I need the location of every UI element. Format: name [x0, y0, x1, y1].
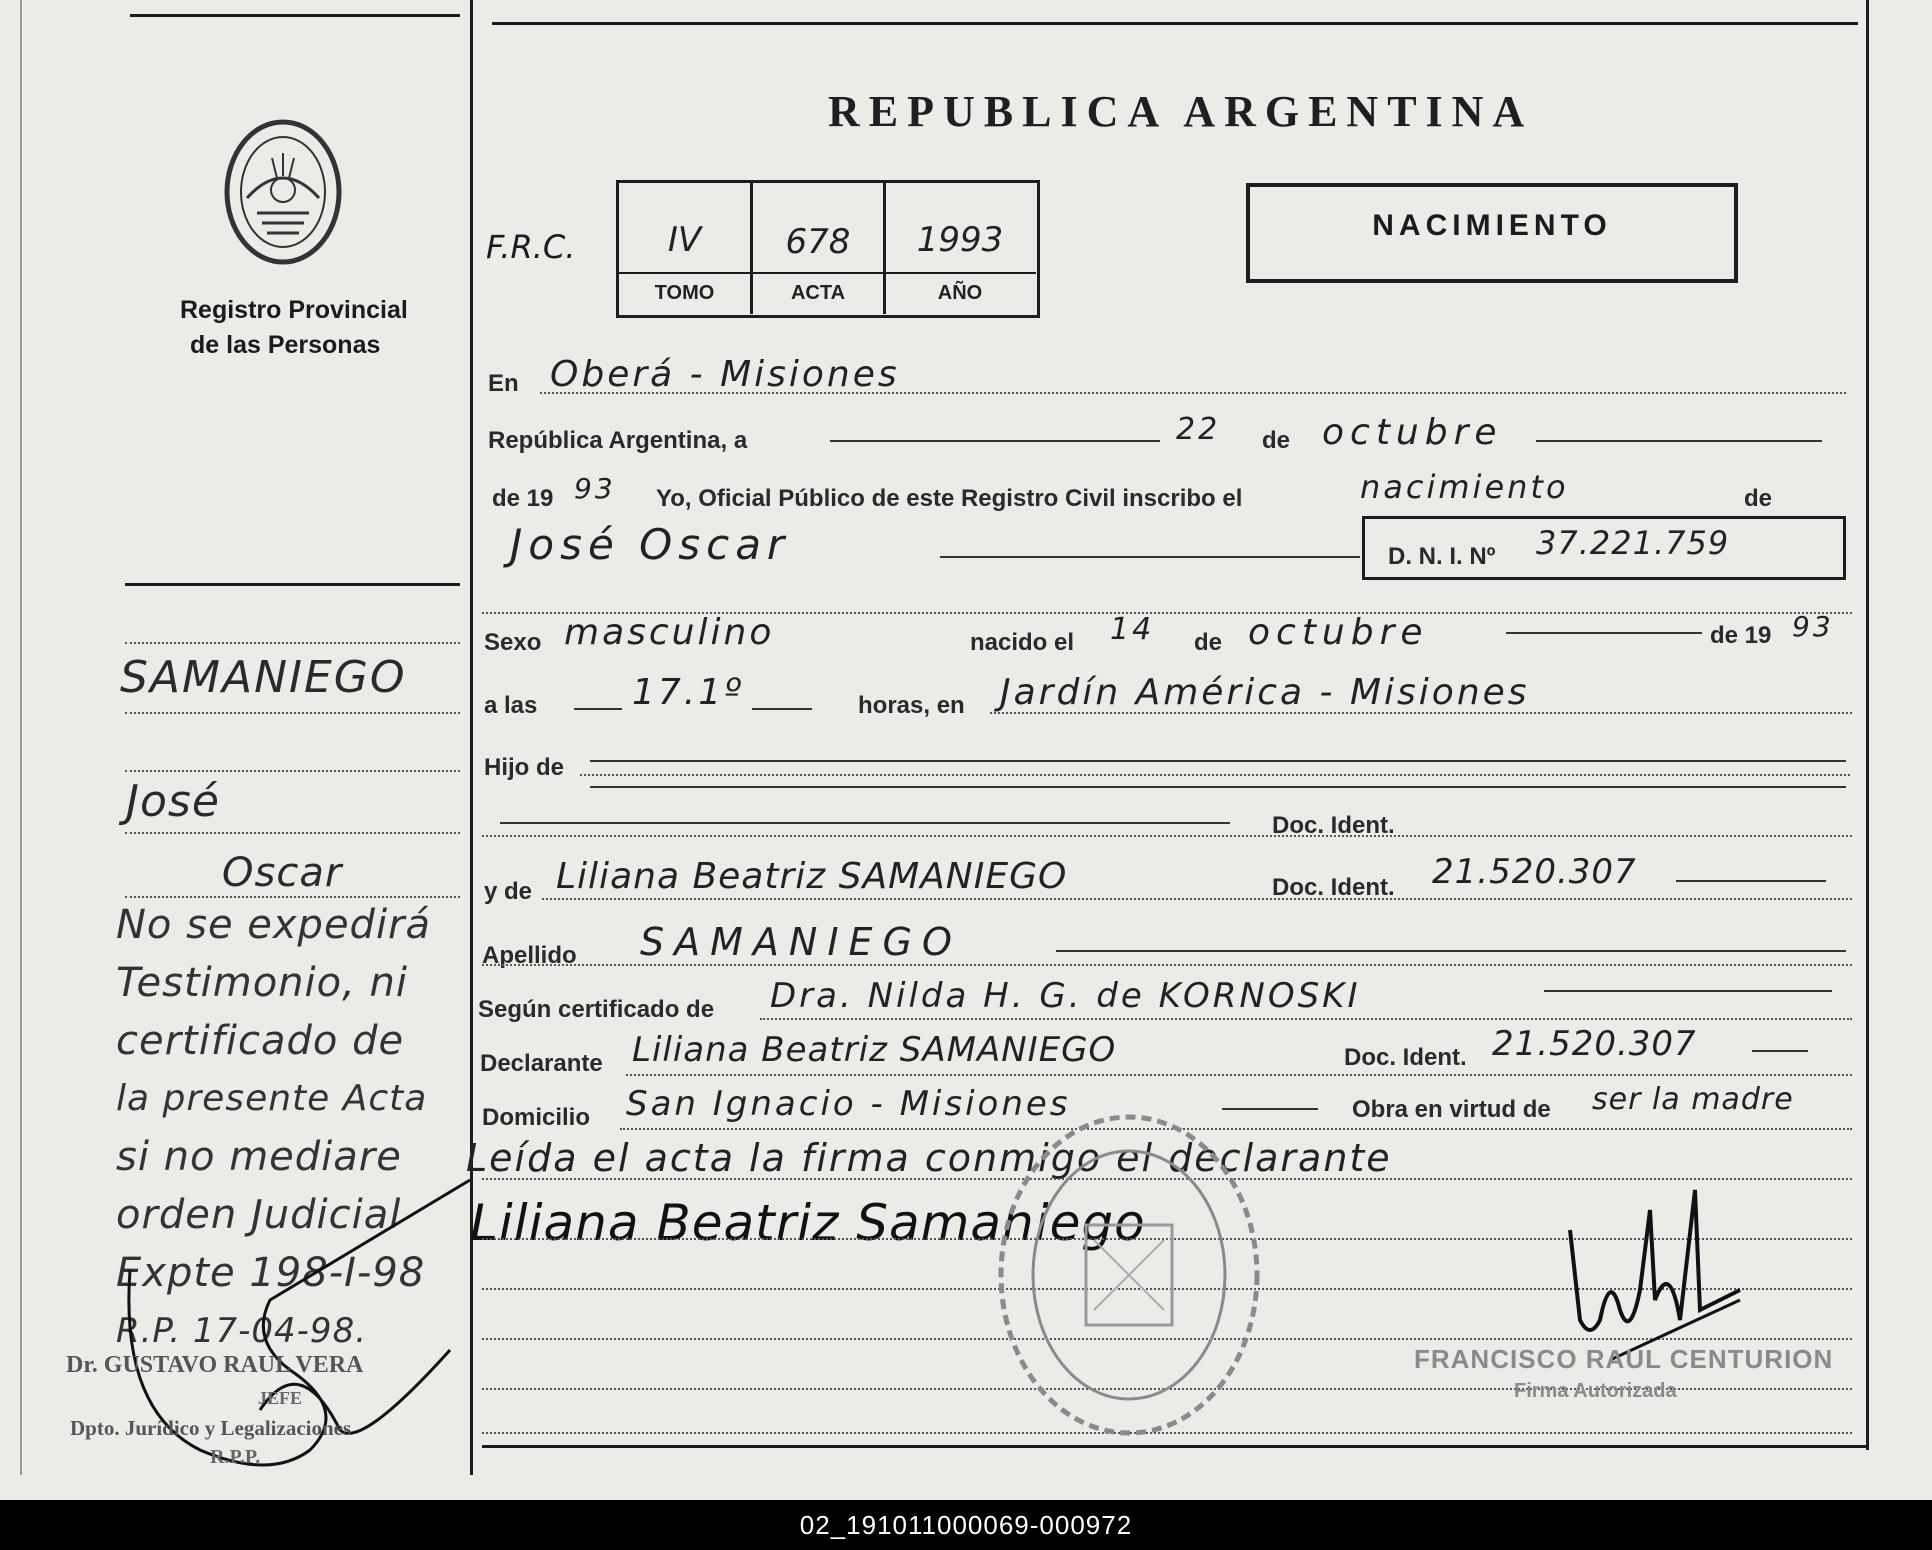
jurist-org: R.P.P.: [210, 1446, 261, 1468]
note-line: R.P. 17-04-98.: [116, 1311, 368, 1351]
birth-month-value: octubre: [1248, 612, 1429, 653]
right-border: [1866, 0, 1869, 1450]
apellido-value: SAMANIEGO: [640, 920, 962, 964]
de-label-1: de: [1262, 427, 1291, 454]
scan-id: 02_191011000069-000972: [799, 1509, 1133, 1540]
note-line: Testimonio, ni: [116, 960, 409, 1006]
registry-name-line2: de las Personas: [190, 331, 381, 359]
jurist-role: JEFE: [258, 1388, 303, 1408]
day-dash: [830, 440, 1160, 442]
apellido-label: Apellido: [482, 942, 577, 969]
sidebar-second-name: Oscar: [222, 850, 343, 896]
note-line: certificado de: [116, 1018, 405, 1064]
yo-text: Yo, Oficial Público de este Registro Civil inscribo el: [656, 485, 1243, 512]
apellido-dash: [1056, 950, 1846, 952]
dni-label: D. N. I. Nº: [1388, 543, 1496, 570]
father-doc-label: Doc. Ident.: [1272, 812, 1395, 839]
father-line-1: [590, 760, 1846, 762]
frc-label: F.R.C.: [486, 228, 576, 266]
doctor-dash: [1544, 990, 1832, 992]
declarante-dash: [1752, 1050, 1808, 1052]
dni-value: 37.221.759: [1536, 524, 1730, 562]
domicilio-value: San Ignacio - Misiones: [626, 1084, 1071, 1124]
sidebar-line-2: [125, 770, 460, 772]
event-type-label: NACIMIENTO: [1372, 209, 1612, 242]
acta-label: ACTA: [790, 281, 846, 304]
sidebar-line-0: [125, 642, 460, 644]
segun-label: Según certificado de: [478, 996, 715, 1023]
acta-value: 678: [785, 222, 851, 262]
de-label-2: de: [1744, 485, 1773, 512]
domicilio-label: Domicilio: [482, 1104, 591, 1131]
sidebar-line-3: [125, 832, 460, 834]
year-suffix-value: 93: [574, 472, 616, 505]
doctor-line: [760, 1018, 1852, 1020]
mother-doc-label: Doc. Ident.: [1272, 874, 1395, 901]
en-label: En: [488, 370, 519, 397]
official-stamp-icon: [994, 1110, 1264, 1440]
event-written-value: nacimiento: [1360, 468, 1569, 506]
hour-dash-left: [574, 708, 622, 710]
republica-label: República Argentina, a: [488, 427, 748, 454]
child-name-dash: [940, 556, 1360, 558]
note-line: si no mediare: [116, 1134, 402, 1180]
sidebar-surname: SAMANIEGO: [120, 652, 407, 703]
declarante-label: Declarante: [480, 1050, 603, 1077]
month-dash: [1536, 440, 1822, 442]
left-edge-rule: [20, 0, 22, 1475]
a-las-label: a las: [484, 692, 538, 719]
sexo-value: masculino: [564, 612, 775, 653]
ref-row-divider: [616, 272, 1036, 274]
scan-id-bar: [0, 1500, 1932, 1550]
horas-en-label: horas, en: [858, 692, 965, 719]
note-line: la presente Acta: [116, 1078, 428, 1119]
sidebar-first-name: José: [126, 776, 220, 827]
apellido-line: [482, 964, 1852, 966]
declarant-signature: Liliana Beatriz Samaniego: [470, 1194, 1146, 1252]
obra-label: Obra en virtud de: [1352, 1096, 1551, 1123]
child-name-value: José Oscar: [510, 520, 791, 569]
jurist-name: Dr. GUSTAVO RAUL VERA: [66, 1352, 364, 1378]
bottom-rule: [482, 1445, 1868, 1448]
place-line: [540, 392, 1846, 394]
y-de-label: y de: [484, 878, 533, 905]
ano-value: 1993: [916, 220, 1004, 260]
day-value: 22: [1176, 412, 1221, 447]
mother-line: [542, 898, 1852, 900]
top-rule-left: [130, 14, 460, 17]
tomo-value: IV: [667, 220, 702, 260]
birth-day-value: 14: [1110, 612, 1155, 647]
birth-place-value: Jardín América - Misiones: [1000, 672, 1530, 713]
leida-text: Leída el acta la firma conmigo el declarante: [466, 1136, 1392, 1180]
birth-place-line: [990, 712, 1852, 714]
father-line-dot-1: [580, 774, 1850, 776]
hijo-de-label: Hijo de: [484, 754, 565, 781]
father-line-dot-2: [482, 835, 1852, 837]
declarante-line: [626, 1074, 1852, 1076]
father-line-2: [590, 786, 1846, 788]
declarante-doc-value: 21.520.307: [1492, 1024, 1697, 1064]
de-19-label: de 19: [492, 485, 554, 512]
country-title: REPUBLICA ARGENTINA: [828, 87, 1534, 136]
registry-name-line1: Registro Provincial: [180, 296, 408, 324]
father-doc-dash: [500, 822, 1230, 824]
hour-value: 17.1º: [632, 672, 745, 713]
declarante-doc-label: Doc. Ident.: [1344, 1044, 1467, 1071]
note-line: orden Judicial: [116, 1192, 402, 1238]
doctor-value: Dra. Nilda H. G. de KORNOSKI: [770, 976, 1361, 1016]
mother-doc-dash: [1676, 880, 1826, 882]
tomo-label: TOMO: [654, 281, 715, 304]
nacido-label: nacido el: [970, 629, 1075, 656]
official-role: Firma Autorizada: [1514, 1380, 1677, 1402]
province-seal-icon: [222, 118, 344, 266]
mother-doc-value: 21.520.307: [1432, 852, 1637, 892]
hour-dash-right: [752, 708, 812, 710]
birth-year-suffix-value: 93: [1792, 610, 1834, 643]
declarante-value: Liliana Beatriz SAMANIEGO: [632, 1030, 1117, 1070]
place-value: Oberá - Misiones: [550, 354, 900, 395]
de-label-3: de: [1194, 629, 1223, 656]
de-19-label-2: de 19: [1710, 622, 1772, 649]
sexo-label: Sexo: [484, 629, 542, 656]
ano-label: AÑO: [937, 281, 983, 304]
jurist-dept: Dpto. Jurídico y Legalizaciones: [70, 1416, 352, 1440]
mother-name-value: Liliana Beatriz SAMANIEGO: [556, 856, 1068, 897]
official-name: FRANCISCO RAUL CENTURION: [1414, 1344, 1834, 1374]
note-line: Expte 198-I-98: [116, 1250, 426, 1296]
birth-month-dash: [1506, 632, 1702, 634]
sidebar-section-rule: [125, 583, 460, 586]
month-value: octubre: [1322, 412, 1503, 453]
sidebar-line-1: [125, 712, 460, 714]
note-line: No se expedirá: [116, 902, 432, 948]
official-signature-icon: [1560, 1170, 1760, 1370]
top-rule-right: [492, 22, 1858, 25]
obra-value: ser la madre: [1592, 1082, 1794, 1117]
